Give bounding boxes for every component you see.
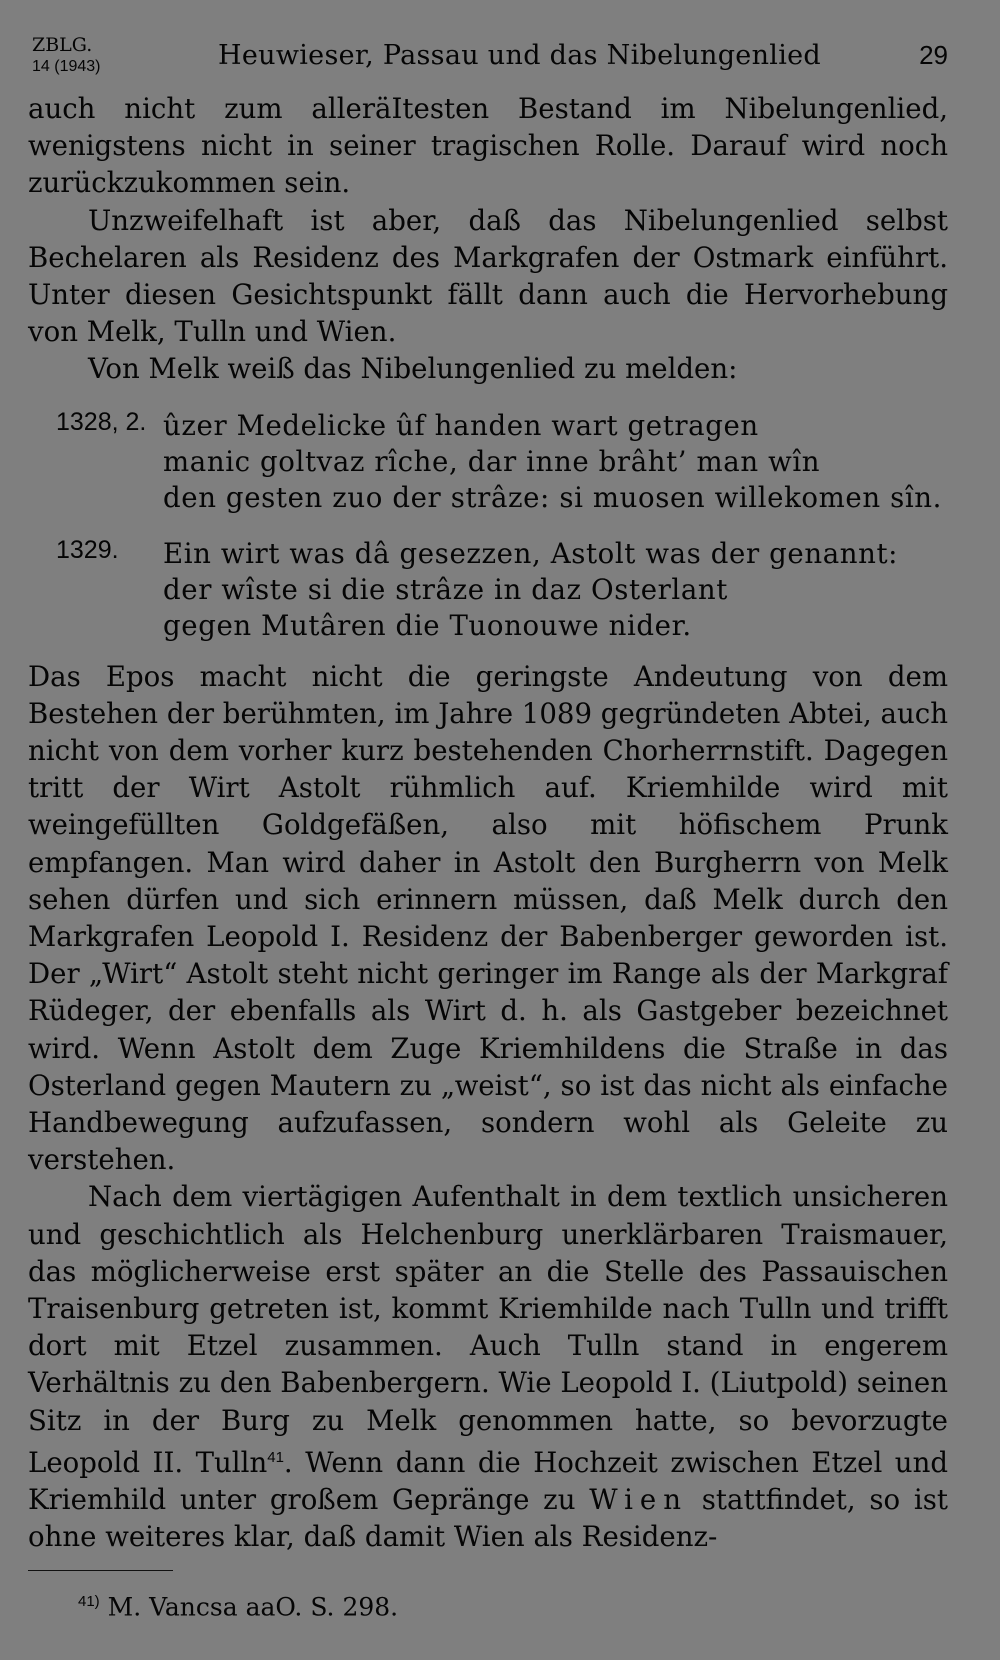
verse-number: 1329. [56,535,119,564]
verse-line: Ein wirt was dâ gesezzen, Astolt was der genannt: [163,536,899,570]
footnote-number: 41) [78,1593,100,1611]
verse-number: 1328, 2. [56,407,147,436]
paragraph-bechelaren: Unzweifelhaft ist aber, daß das Nibelungenlied selbst Bechelaren als Residenz des Markgrafen der Ostmark einführt. Unter diesen Gesichtspunkt fällt dann auch die Hervorhebung von Melk, Tulln und Wien. [28,203,948,349]
document-page [28,30,948,1625]
footnote-divider [28,1570,173,1572]
paragraph-tulln-ending: stattfindet, so ist ohne weiteres klar, daß damit Wien als Residenz- [28,1483,948,1554]
paragraph-tulln [28,1178,948,1555]
footnote-reference: 41 [267,1448,284,1466]
paragraph-tulln-text: Nach dem viertägigen Aufenthalt in dem textlich unsicheren und geschichtlich als Helchenburg unerklärbaren Traismauer, das möglicherweise erst später an die Stelle des Passauischen Traisenburg getreten ist, kommt Kriemhilde nach Tulln und trifft dort mit Etzel zusammen. Auch Tulln stand in engerem Verhältnis zu den Babenbergern. Wie Leopold I. (Liutpold) seinen Sitz in der Burg zu Melk genommen hatte, so bevorzugte Leopold II. Tulln [28,1180,948,1480]
footnote-text: M. Vancsa aaO. S. 298. [107,1592,399,1622]
verse-quote-1329 [28,536,948,644]
verse-line: ûzer Medelicke ûf handen wart getragen [163,408,759,442]
running-title: Heuwieser, Passau und das Nibelungenlied [218,40,821,71]
verse-line: gegen Mutâren die Tuonouwe nider. [163,608,692,642]
footnote [78,1585,948,1624]
paragraph-tulln-text-continued: . Wenn dann die Hochzeit zwischen Etzel und Kriemhild unter großem Gepränge zu [28,1446,949,1517]
journal-abbreviation: ZBLG. [32,34,93,56]
paragraph-epos: Das Epos macht nicht die geringste Andeutung von dem Bestehen der berühmten, im Jahre 1089 gegründeten Abtei, auch nicht von dem vorher kurz bestehenden Chorherrnstift. Dagegen tritt der Wirt Astolt rühmlich auf. Kriemhilde wird mit weingefüllten Goldgefäßen, also mit höfischem Prunk empfangen. Man wird daher in Astolt den Burgherrn von Melk sehen dürfen und sich erinnern müssen, daß Melk durch den Markgrafen Leopold I. Residenz der Babenberger geworden ist. Der „Wirt“ Astolt steht nicht geringer im Range als der Markgraf Rüdeger, der ebenfalls als Wirt d. h. als Gastgeber bezeichnet wird. Wenn Astolt dem Zuge Kriemhildens die Straße in das Osterland gegen Mautern zu „weist“, so ist das nicht als einfache Handbewegung aufzufassen, sondern wohl als Geleite zu verstehen. [28,659,948,1177]
page-number: 29 [919,40,948,70]
verse-line: der wîste si die strâze in daz Osterlant [163,572,728,606]
verse-quote-1328 [28,408,948,516]
journal-reference [32,34,101,78]
journal-volume: 14 (1943) [32,58,101,75]
paragraph-continuation: auch nicht zum alleräItesten Bestand im Nibelungenlied, wenigstens nicht in seiner tragischen Rolle. Darauf wird noch zurückzukommen sein. [28,92,948,200]
emphasized-word: Wien [589,1483,689,1517]
page-header [28,30,948,90]
verse-line: manic goltvaz rîche, dar inne brâht’ man wîn [163,444,821,478]
paragraph-melk-intro: Von Melk weiß das Nibelungenlied zu melden: [88,352,738,386]
verse-line: den gesten zuo der strâze: si muosen willekomen sîn. [163,480,942,514]
